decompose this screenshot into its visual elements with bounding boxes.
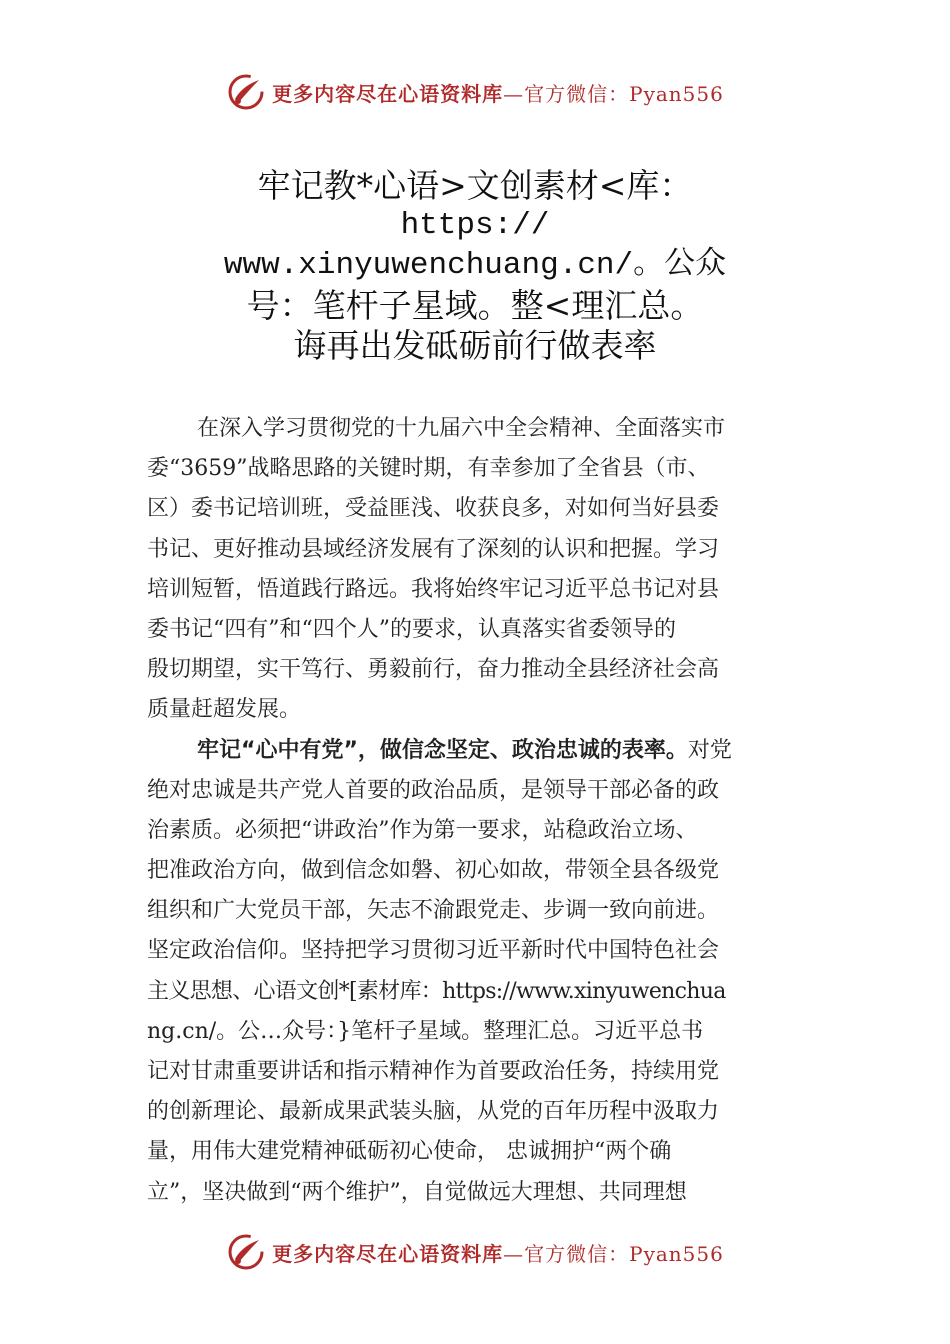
text-line: 在深入学习贯彻党的十九届六中全会精神、全面落实市 — [197, 416, 726, 441]
text-line: 记对甘肃重要讲话和指示精神作为首要政治任务，持续用党 — [147, 1059, 720, 1084]
text-line: 质量赶超发展。 — [147, 697, 302, 723]
header-watermark — [0, 70, 950, 114]
text-line: 书记、更好推动县域经济发展有了深刻的认识和把握。学习 — [147, 536, 720, 562]
text-line: 主义思想、心语文创*[素材库：https://www.xinyuwenchua — [147, 978, 726, 1004]
ink-brush-logo-icon — [226, 1232, 266, 1272]
text-line: 委书记“四有”和“四个人”的要求，认真落实省委领导的 — [147, 616, 676, 642]
text-line: 量，用伟大建党精神砥砺初心使命， 忠诚拥护“两个确 — [147, 1139, 672, 1165]
text-line: 坚定政治信仰。坚持把学习贯彻习近平新时代中国特色社会 — [147, 938, 720, 964]
text-line: ng.cn/。公…众号：}笔杆子星域。整理汇总。习近平总书 — [147, 1018, 704, 1044]
header-watermark-text: 更多内容尽在心语资料库—官方微信：Pyan556 — [272, 81, 724, 106]
text-line: 把准政治方向，做到信念如磐、初心如故，带领全县各级党 — [147, 858, 720, 884]
title-line: 牢记教*心语>文创素材<库： — [257, 166, 693, 205]
text-line: 的创新理论、最新成果武装头脑，从党的百年历程中汲取力 — [147, 1099, 720, 1125]
section-heading: 牢记“心中有党”，做信念坚定、政治忠诚的表率。 — [197, 737, 688, 763]
text-line: 区）委书记培训班，受益匪浅、收获良多，对如何当好县委 — [147, 496, 720, 522]
ink-brush-logo-icon — [226, 72, 266, 112]
title-line: 号：笔杆子星域。整<理汇总。 — [246, 286, 704, 325]
text-fragment: 对党 — [687, 737, 732, 763]
title-line: 诲再出发砥砺前行做表率 — [293, 326, 657, 365]
text-line: 绝对忠诚是共产党人首要的政治品质，是领导干部必备的政 — [147, 777, 720, 803]
title-line: www.xinyuwenchuang.cn/。公众 — [223, 248, 727, 283]
text-line: 殷切期望，实干笃行、勇毅前行，奋力推动全县经济社会高 — [147, 657, 720, 683]
footer-watermark-text: 更多内容尽在心语资料库—官方微信：Pyan556 — [272, 1241, 724, 1266]
text-line: 培训短暂，悟道践行路远。我将始终牢记习近平总书记对县 — [147, 576, 720, 602]
document-title — [150, 166, 800, 366]
section-heading-line — [147, 731, 807, 771]
text-line: 立”，坚决做到“两个维护”，自觉做远大理想、共同理想 — [147, 1179, 687, 1205]
text-line: 委“3659”战略思路的关键时期，有幸参加了全省县（市、 — [147, 456, 710, 482]
footer-watermark — [0, 1230, 950, 1274]
text-line: 组织和广大党员干部，矢志不渝跟党走、步调一致向前进。 — [147, 898, 720, 924]
document-body — [147, 409, 807, 1213]
text-line: 治素质。必须把“讲政治”作为第一要求，站稳政治立场、 — [147, 817, 698, 843]
title-line: https:// — [400, 208, 550, 243]
